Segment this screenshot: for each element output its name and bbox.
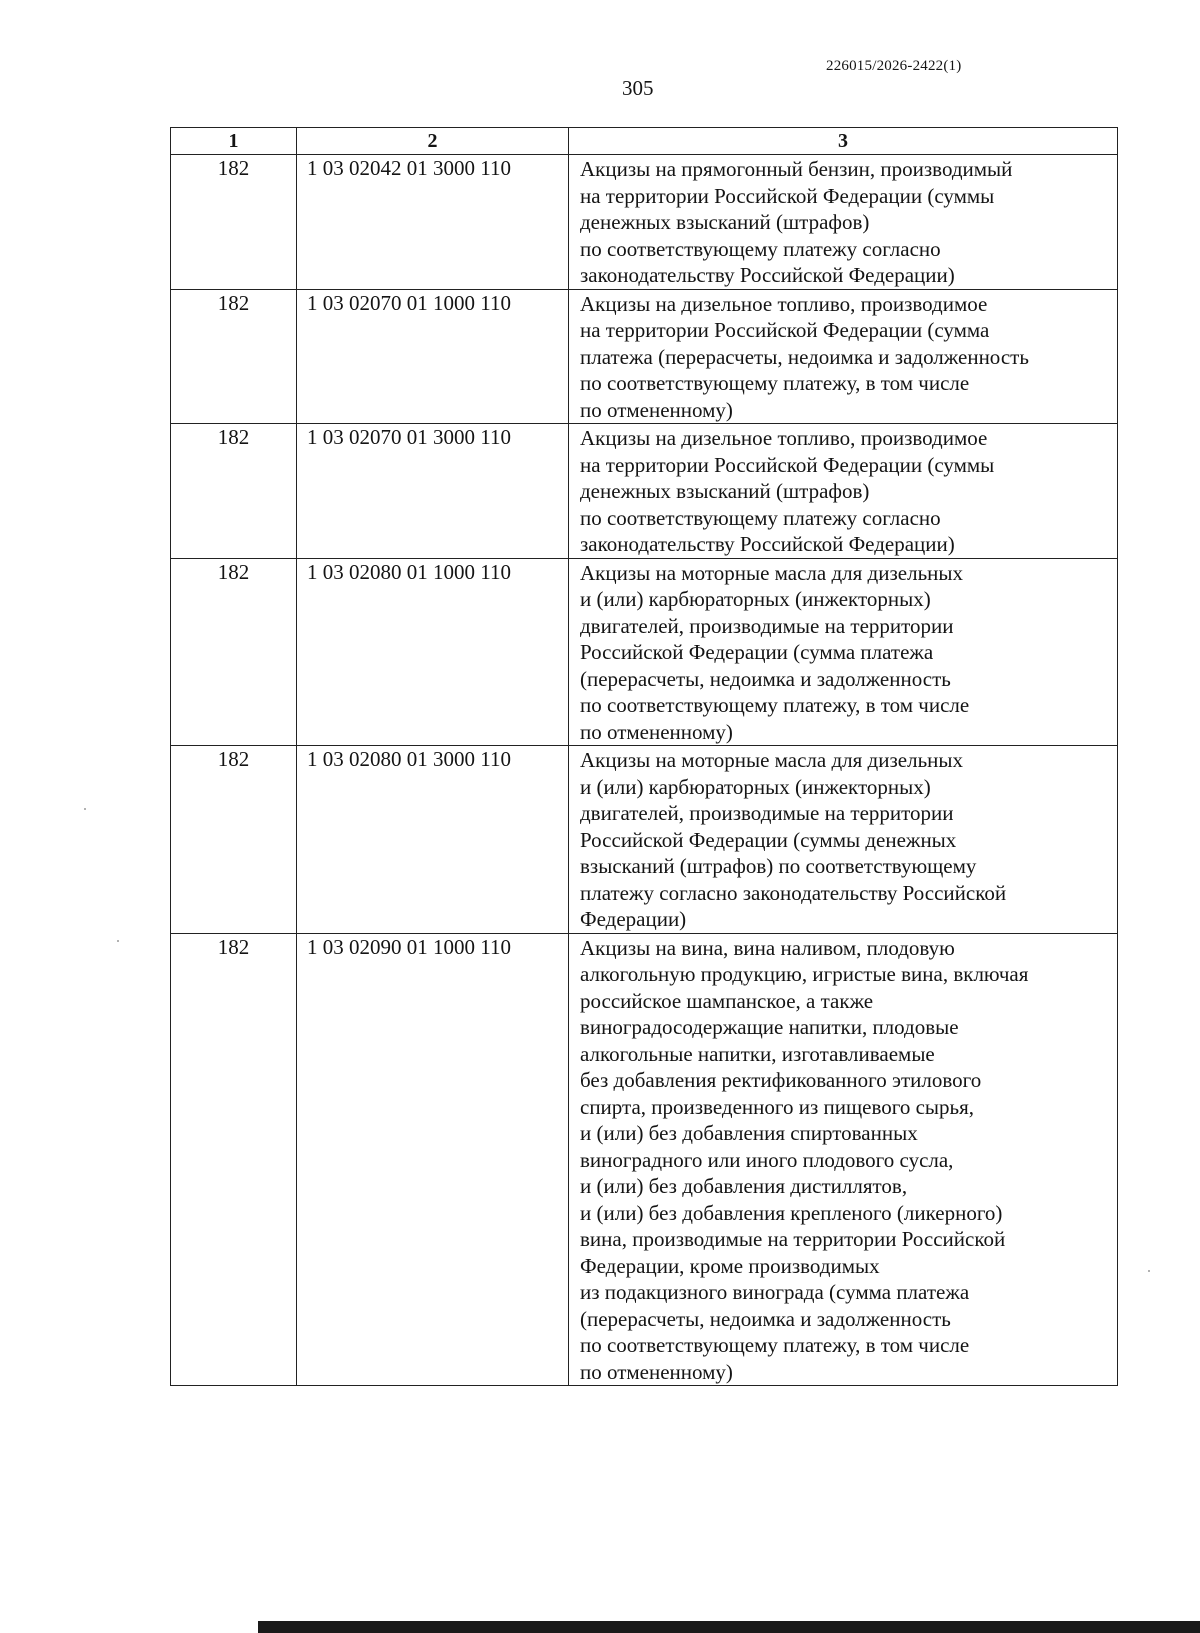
budget-classification-code-cell: 1 03 02090 01 1000 110 xyxy=(297,933,569,1386)
description-line: Акцизы на моторные масла для дизельных xyxy=(580,560,963,585)
revenue-description-cell xyxy=(569,746,1118,934)
table-body xyxy=(171,155,1118,1386)
column-header-1: 1 xyxy=(171,128,297,155)
description-line: российское шампанское, а также xyxy=(580,988,874,1013)
description-line: по отмененному) xyxy=(580,397,733,422)
description-line: взысканий (штрафов) по соответствующему xyxy=(580,854,977,878)
description-line: виноградного или иного плодового сусла, xyxy=(580,1147,954,1172)
revenue-description-cell xyxy=(569,424,1118,559)
description-line: по соответствующему платежу согласно xyxy=(580,505,941,530)
budget-classification-code-cell: 1 03 02070 01 1000 110 xyxy=(297,289,569,424)
description-line: и (или) без добавления крепленого (ликерного) xyxy=(580,1200,1003,1225)
description-line: по отмененному) xyxy=(580,1359,733,1384)
administrator-code-cell: 182 xyxy=(171,933,297,1386)
table-row xyxy=(171,424,1118,559)
description-line: на территории Российской Федерации (суммы xyxy=(580,452,995,477)
description-line: без добавления ректификованного этилового xyxy=(580,1068,982,1092)
column-header-2: 2 xyxy=(297,128,569,155)
description-line: спирта, произведенного из пищевого сырья, xyxy=(580,1094,974,1119)
description-line: алкогольную продукцию, игристые вина, включая xyxy=(580,962,1029,986)
description-line: (перерасчеты, недоимка и задолженность xyxy=(580,666,951,691)
document-number: 226015/2026-2422(1) xyxy=(826,58,962,74)
description-line: (перерасчеты, недоимка и задолженность xyxy=(580,1306,951,1331)
description-line: двигателей, производимые на территории xyxy=(580,801,954,825)
description-line: законодательству Российской Федерации) xyxy=(580,532,955,556)
column-header-3: 3 xyxy=(569,128,1118,155)
description-line: и (или) без добавления спиртованных xyxy=(580,1121,918,1145)
description-line: вина, производимые на территории Российской xyxy=(580,1227,1006,1251)
table-header xyxy=(171,128,1118,155)
description-line: на территории Российской Федерации (суммы xyxy=(580,183,995,208)
scan-speck xyxy=(84,808,86,810)
administrator-code-cell: 182 xyxy=(171,746,297,934)
description-line: платежа (перерасчеты, недоимка и задолженность xyxy=(580,344,1029,369)
table-row xyxy=(171,155,1118,290)
table-row xyxy=(171,746,1118,934)
description-line: Акцизы на прямогонный бензин, производимый xyxy=(580,157,1013,181)
administrator-code-cell: 182 xyxy=(171,155,297,290)
budget-codes-table xyxy=(170,127,1118,1386)
description-line: Российской Федерации (суммы денежных xyxy=(580,827,957,852)
description-line: денежных взысканий (штрафов) xyxy=(580,210,870,234)
revenue-description-cell xyxy=(569,933,1118,1386)
table-row xyxy=(171,289,1118,424)
description-line: двигателей, производимые на территории xyxy=(580,613,954,638)
description-line: из подакцизного винограда (сумма платежа xyxy=(580,1280,970,1304)
description-line: на территории Российской Федерации (сумма xyxy=(580,318,990,342)
description-line: по соответствующему платежу, в том числе xyxy=(580,1333,970,1357)
description-line: денежных взысканий (штрафов) xyxy=(580,479,870,503)
scan-speck xyxy=(117,940,119,942)
administrator-code-cell: 182 xyxy=(171,558,297,746)
scan-edge-bar xyxy=(258,1621,1200,1633)
budget-classification-code-cell: 1 03 02042 01 3000 110 xyxy=(297,155,569,290)
description-line: Акцизы на дизельное топливо, производимое xyxy=(580,426,988,450)
description-line: Федерации) xyxy=(580,907,687,931)
description-line: и (или) без добавления дистиллятов, xyxy=(580,1174,908,1198)
administrator-code-cell: 182 xyxy=(171,424,297,559)
description-line: Российской Федерации (сумма платежа xyxy=(580,640,934,664)
description-line: законодательству Российской Федерации) xyxy=(580,263,955,287)
administrator-code-cell: 182 xyxy=(171,289,297,424)
description-line: по соответствующему платежу согласно xyxy=(580,236,941,261)
description-line: по отмененному) xyxy=(580,719,733,744)
description-line: Федерации, кроме производимых xyxy=(580,1253,880,1278)
description-line: по соответствующему платежу, в том числе xyxy=(580,693,970,717)
budget-classification-code-cell: 1 03 02080 01 3000 110 xyxy=(297,746,569,934)
page-number: 305 xyxy=(622,76,654,100)
description-line: виноградосодержащие напитки, плодовые xyxy=(580,1015,959,1039)
table-row xyxy=(171,558,1118,746)
description-line: Акцизы на моторные масла для дизельных xyxy=(580,748,963,772)
revenue-description-cell xyxy=(569,289,1118,424)
description-line: по соответствующему платежу, в том числе xyxy=(580,371,970,395)
description-line: алкогольные напитки, изготавливаемые xyxy=(580,1041,935,1066)
description-line: платежу согласно законодательству Российской xyxy=(580,880,1007,905)
revenue-description-cell xyxy=(569,155,1118,290)
description-line: и (или) карбюраторных (инжекторных) xyxy=(580,587,931,611)
budget-classification-code-cell: 1 03 02080 01 1000 110 xyxy=(297,558,569,746)
budget-classification-code-cell: 1 03 02070 01 3000 110 xyxy=(297,424,569,559)
description-line: и (или) карбюраторных (инжекторных) xyxy=(580,774,931,799)
scan-speck xyxy=(1148,1270,1150,1272)
revenue-description-cell xyxy=(569,558,1118,746)
description-line: Акцизы на вина, вина наливом, плодовую xyxy=(580,935,955,960)
table-row xyxy=(171,933,1118,1386)
description-line: Акцизы на дизельное топливо, производимое xyxy=(580,291,988,316)
